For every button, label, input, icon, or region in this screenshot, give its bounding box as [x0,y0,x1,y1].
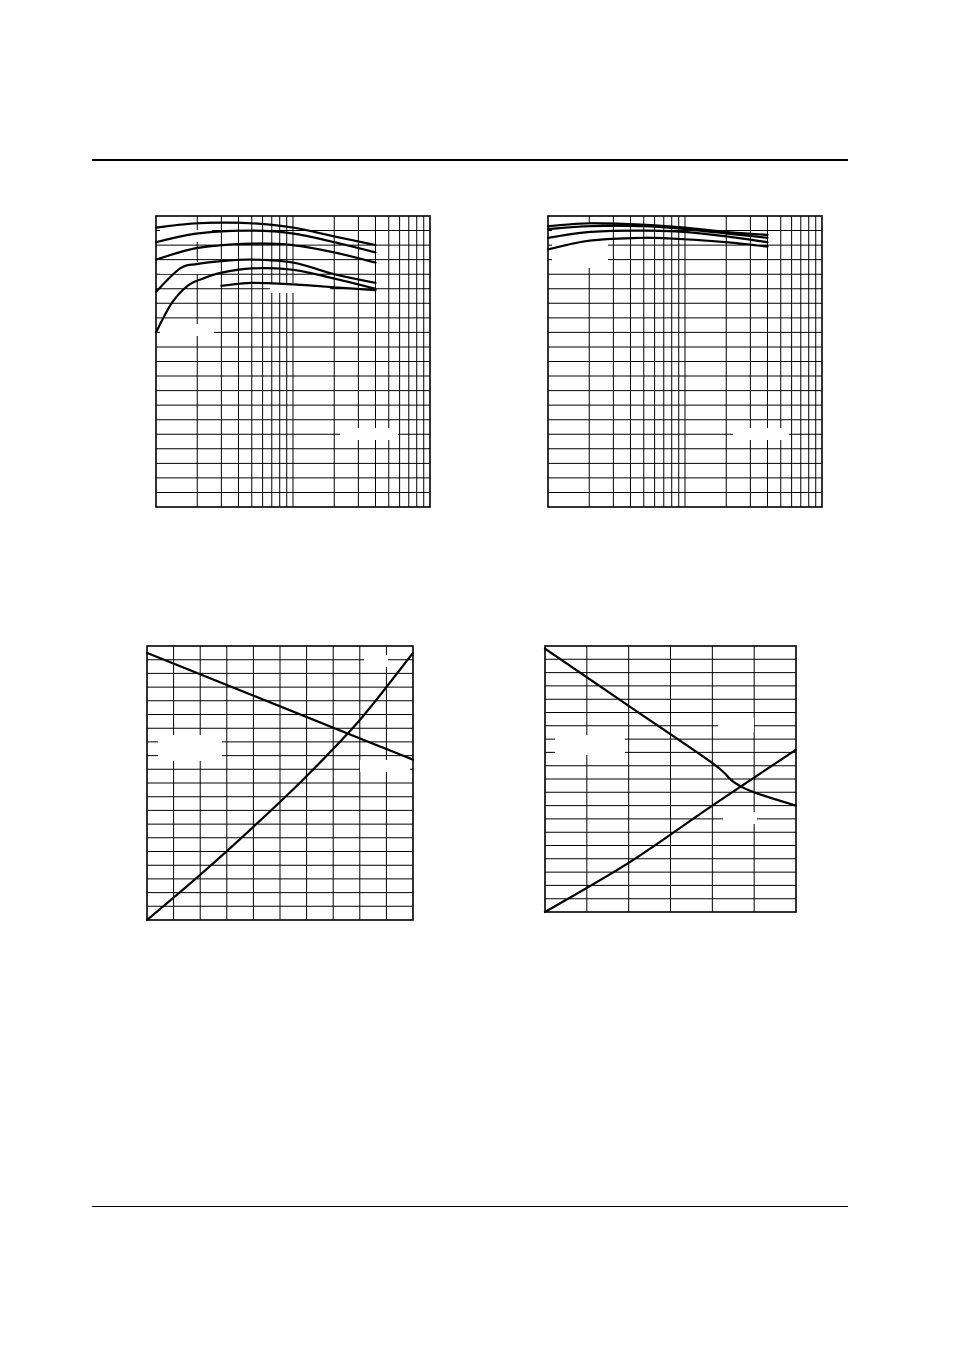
label-mask [718,718,754,732]
chart-grid [545,646,796,912]
label-mask [555,735,625,755]
label-mask [723,812,757,824]
